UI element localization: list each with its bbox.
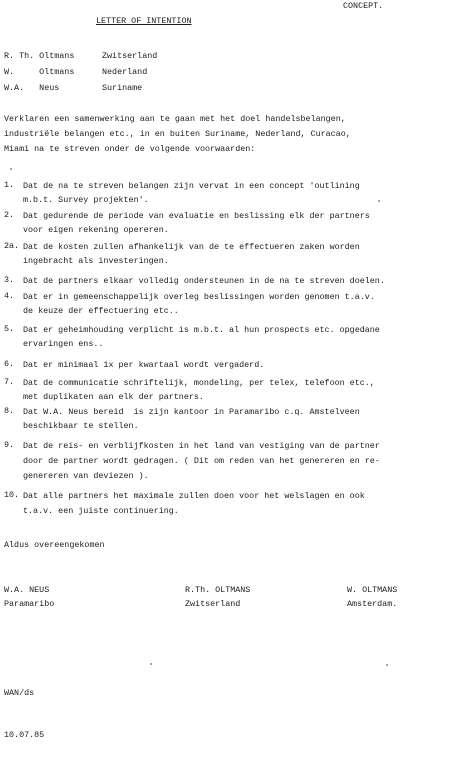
party-row xyxy=(4,67,444,79)
party-country: Nederland xyxy=(102,67,148,77)
condition-line: m.b.t. Survey projekten'. xyxy=(23,195,149,205)
condition-number: 5. xyxy=(4,324,15,334)
letter-date: 10.07.85 xyxy=(4,730,45,740)
condition-number: 2. xyxy=(4,210,15,220)
condition-number: 7. xyxy=(4,377,15,387)
condition-line: Dat de kosten zullen afhankelijk van de te effectueren zaken worden xyxy=(23,242,360,252)
signatory-name: W.A. NEUS xyxy=(4,585,50,595)
condition-line: Dat er in gemeenschappelijk overleg beslissingen worden genomen t.a.v. xyxy=(23,292,375,302)
document-title: LETTER OF INTENTION xyxy=(96,16,192,26)
party-country: Suriname xyxy=(102,83,143,93)
paper-speck xyxy=(10,168,12,170)
signatory-name: W. OLTMANS xyxy=(347,585,398,595)
signatory-place: Zwitserland xyxy=(185,599,241,609)
closing-line: Aldus overeengekomen xyxy=(4,540,105,550)
footer xyxy=(4,658,44,770)
paper-speck xyxy=(386,664,388,666)
condition-number: 2a. xyxy=(4,241,20,251)
condition-line: ingebracht als investeringen. xyxy=(23,256,169,266)
condition-number: 6. xyxy=(4,359,15,369)
signature xyxy=(347,583,397,611)
paper-speck xyxy=(378,200,380,202)
condition-line: Dat alle partners het maximale zullen doen voor het welslagen en ook xyxy=(23,491,365,501)
concept-stamp: CONCEPT. xyxy=(343,1,384,11)
condition-number: 4. xyxy=(4,291,15,301)
party-row xyxy=(4,83,444,95)
condition-line: Dat er minimaal 1x per kwartaal wordt vergaderd. xyxy=(23,360,265,370)
condition-line: Dat de partners elkaar volledig ondersteunen in de na te streven doelen. xyxy=(23,276,385,286)
condition-line: t.a.v. een juiste continuering. xyxy=(23,506,179,516)
reference-code: WAN/ds xyxy=(4,688,35,698)
condition-line: beschikbaar te stellen. xyxy=(23,421,139,431)
condition-line: ervaringen ens.. xyxy=(23,339,104,349)
party-row xyxy=(4,51,444,63)
intro-line: Verklaren een samenwerking aan te gaan met het doel handelsbelangen, xyxy=(4,114,346,124)
condition-line: de keuze der effectuering etc.. xyxy=(23,306,179,316)
condition-line: met duplikaten aan elk der partners. xyxy=(23,392,204,402)
condition-number: 9. xyxy=(4,440,15,450)
condition-line: voor eigen rekening opereren. xyxy=(23,225,169,235)
condition-line: genereren van deviezen ). xyxy=(23,471,149,481)
paper-speck xyxy=(150,663,152,665)
condition-line: Dat de communicatie schriftelijk, mondeling, per telex, telefoon etc., xyxy=(23,378,375,388)
condition-line: Dat er geheimhouding verplicht is m.b.t. al hun prospects etc. opgedane xyxy=(23,325,380,335)
condition-number: 10. xyxy=(4,490,20,500)
signature xyxy=(185,583,250,611)
party-name: R. Th. Oltmans xyxy=(4,51,75,61)
condition-line: Dat de reis- en verblijfkosten in het land van vestiging van de partner xyxy=(23,441,380,451)
condition-line: Dat de na te streven belangen zijn vervat in een concept 'outlining xyxy=(23,181,360,191)
party-country: Zwitserland xyxy=(102,51,158,61)
condition-number: 8. xyxy=(4,406,15,416)
party-name: W. Oltmans xyxy=(4,67,75,77)
condition-line: Dat W.A. Neus bereid is zijn kantoor in Paramaribo c.q. Amstelveen xyxy=(23,407,360,417)
signatory-name: R.Th. OLTMANS xyxy=(185,585,251,595)
condition-line: Dat gedurende de periode van evaluatie en beslissing elk der partners xyxy=(23,211,370,221)
condition-line: door de partner wordt gedragen. ( Dit om reden van het genereren en re- xyxy=(23,456,380,466)
intro-line: industriële belangen etc., in en buiten Suriname, Nederland, Curacao, xyxy=(4,129,351,139)
condition-number: 3. xyxy=(4,275,15,285)
intro-line: Miami na te streven onder de volgende voorwaarden: xyxy=(4,144,256,154)
signatory-place: Paramaribo xyxy=(4,599,55,609)
condition-number: 1. xyxy=(4,180,15,190)
party-name: W.A. Neus xyxy=(4,83,60,93)
signatory-place: Amsterdam. xyxy=(347,599,398,609)
signature xyxy=(4,583,54,611)
